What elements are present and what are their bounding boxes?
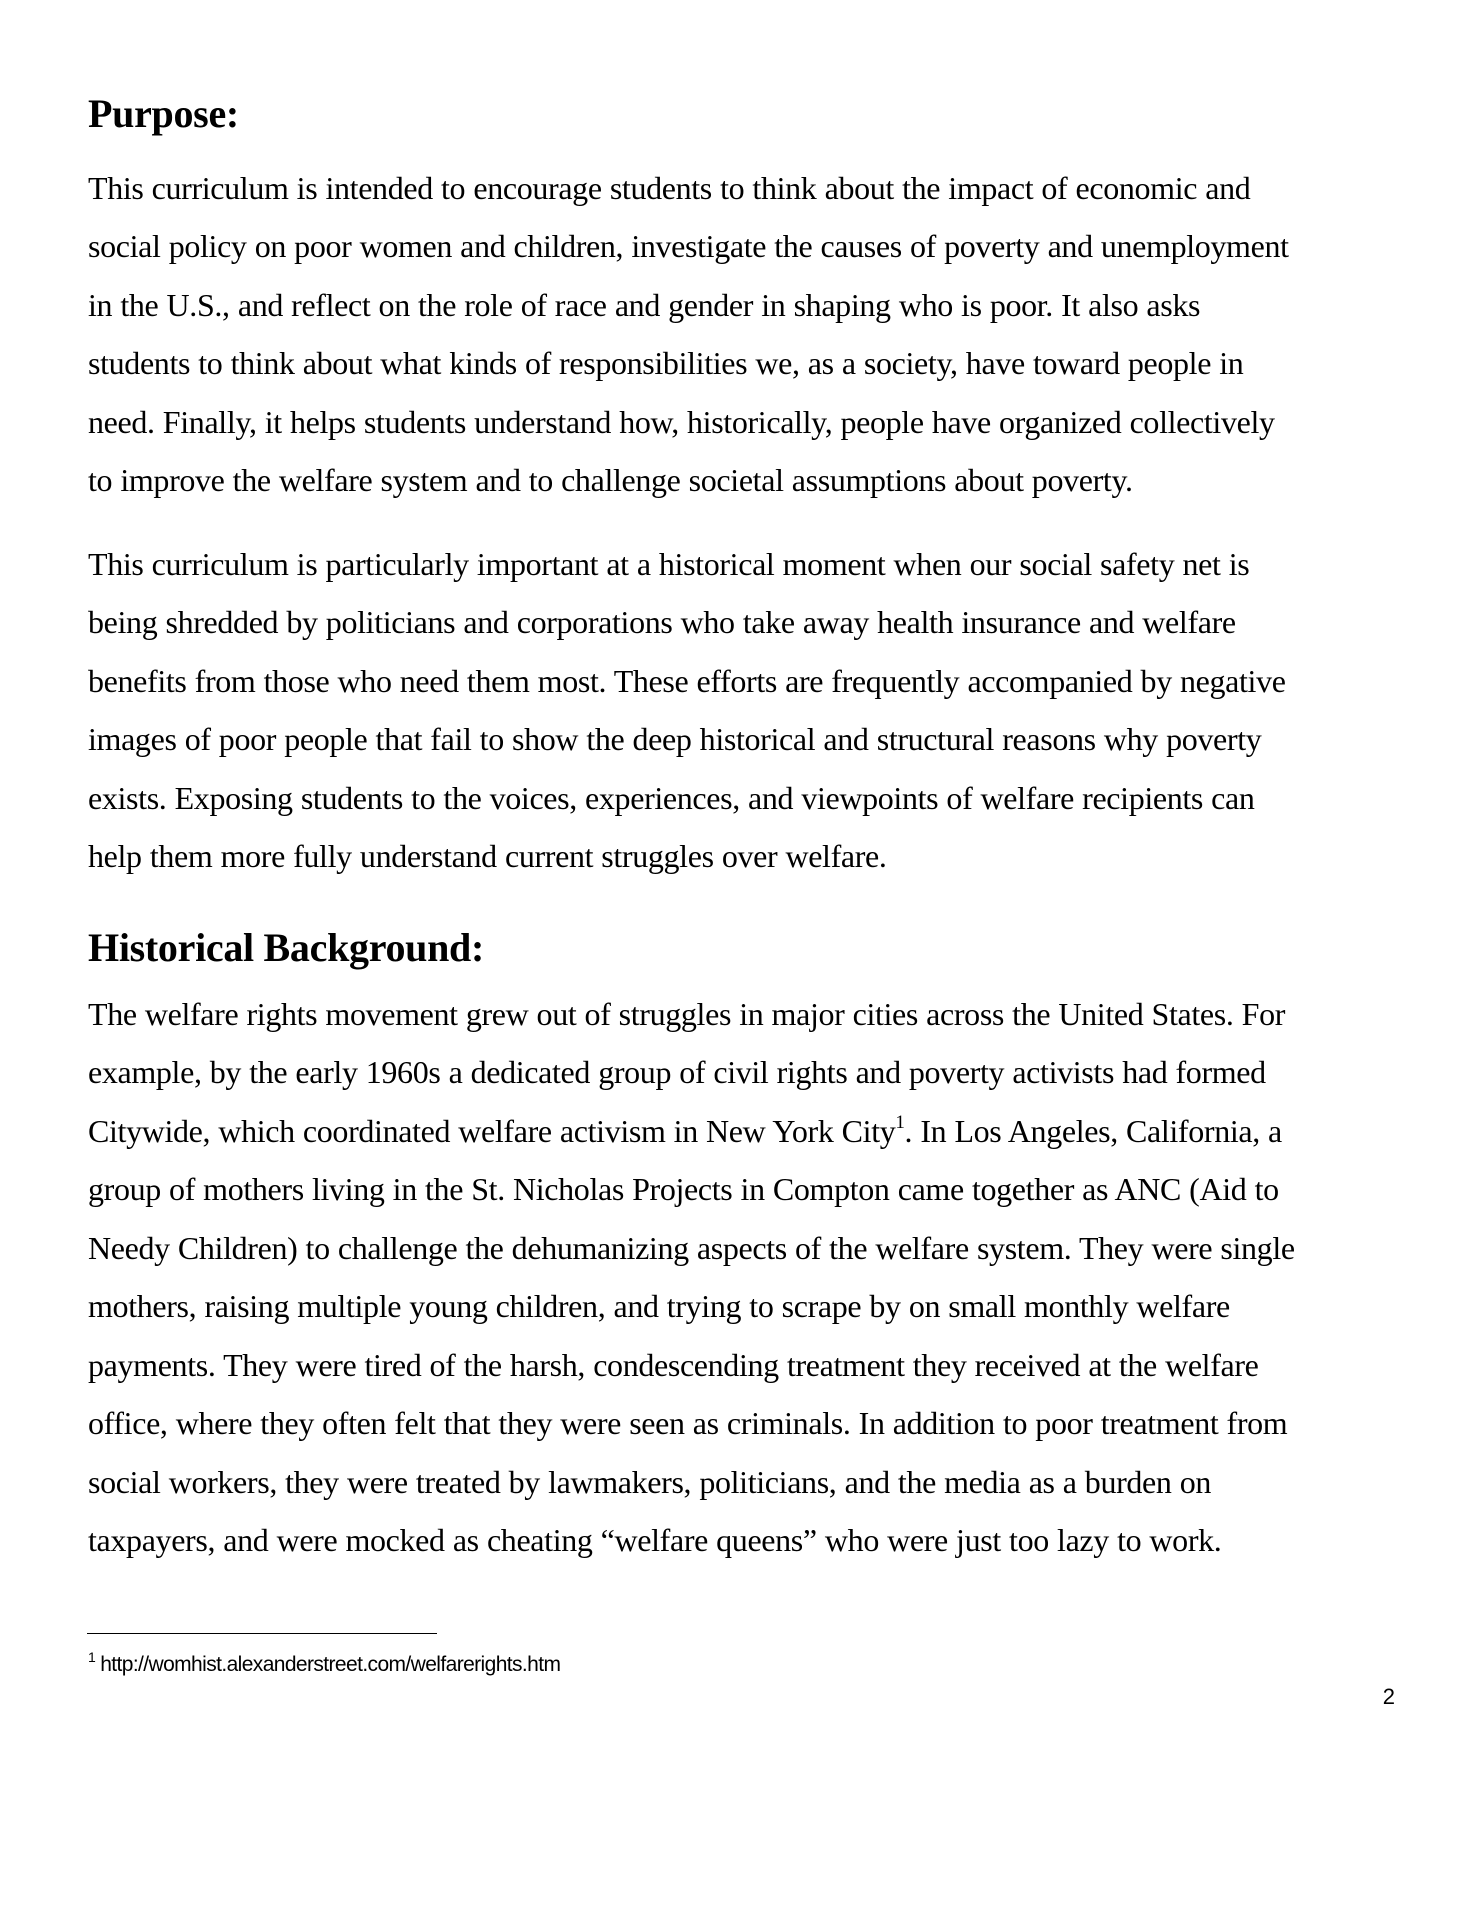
- text-line: The welfare rights movement grew out of struggles in major cities across the United States. For: [88, 996, 1286, 1032]
- text-line: to improve the welfare system and to challenge societal assumptions about poverty.: [88, 462, 1133, 498]
- text-line: [88, 1112, 1282, 1149]
- text-line: being shredded by politicians and corporations who take away health insurance and welfare: [88, 604, 1236, 640]
- text-line: taxpayers, and were mocked as cheating “welfare queens” who were just too lazy to work.: [88, 1522, 1222, 1558]
- page-number: 2: [1382, 1684, 1395, 1709]
- section-heading-historical-background: Historical Background:: [88, 925, 485, 970]
- text-line: This curriculum is intended to encourage students to think about the impact of economic and: [88, 170, 1251, 206]
- text-line: payments. They were tired of the harsh, condescending treatment they received at the welfare: [88, 1347, 1259, 1383]
- text-line: office, where they often felt that they were seen as criminals. In addition to poor treatment from: [88, 1405, 1288, 1441]
- footnote-1: [88, 1649, 561, 1677]
- text-line: social policy on poor women and children, investigate the causes of poverty and unemployment: [88, 228, 1289, 264]
- section-heading-purpose: Purpose:: [88, 91, 239, 136]
- text-line: images of poor people that fail to show the deep historical and structural reasons why poverty: [88, 721, 1262, 757]
- text-line: help them more fully understand current struggles over welfare.: [88, 838, 887, 874]
- text-line: need. Finally, it helps students understand how, historically, people have organized collectively: [88, 404, 1275, 440]
- text-line: students to think about what kinds of responsibilities we, as a society, have toward people in: [88, 345, 1244, 381]
- footnote-url[interactable]: http://womhist.alexanderstreet.com/welfarerights.htm: [100, 1653, 561, 1676]
- footnote-mark: 1: [88, 1649, 96, 1665]
- text-line: mothers, raising multiple young children, and trying to scrape by on small monthly welfare: [88, 1288, 1230, 1324]
- text-segment: . In Los Angeles, California, a: [904, 1113, 1282, 1149]
- text-line: example, by the early 1960s a dedicated group of civil rights and poverty activists had formed: [88, 1054, 1266, 1090]
- text-line: exists. Exposing students to the voices, experiences, and viewpoints of welfare recipients can: [88, 780, 1255, 816]
- text-line: benefits from those who need them most. These efforts are frequently accompanied by negative: [88, 663, 1286, 699]
- text-line: This curriculum is particularly important at a historical moment when our social safety net is: [88, 546, 1250, 582]
- footnote-reference[interactable]: 1: [895, 1112, 905, 1134]
- footnote-separator: [87, 1633, 437, 1634]
- text-line: social workers, they were treated by lawmakers, politicians, and the media as a burden on: [88, 1464, 1212, 1500]
- text-line: group of mothers living in the St. Nicholas Projects in Compton came together as ANC (Aid to: [88, 1171, 1279, 1207]
- text-line: in the U.S., and reflect on the role of race and gender in shaping who is poor. It also asks: [88, 287, 1201, 323]
- text-line: Needy Children) to challenge the dehumanizing aspects of the welfare system. They were single: [88, 1230, 1295, 1266]
- text-segment: Citywide, which coordinated welfare activism in New York City: [88, 1113, 896, 1149]
